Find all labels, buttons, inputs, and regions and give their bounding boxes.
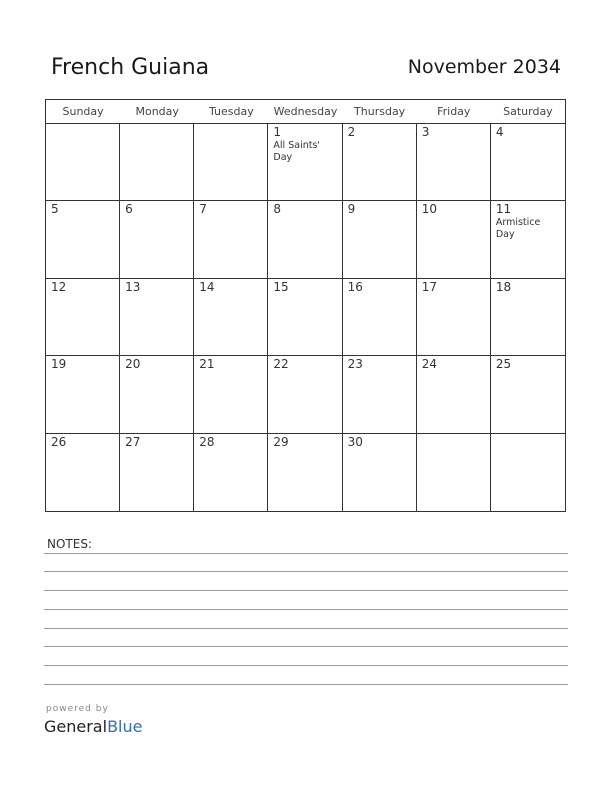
day-number: 9 xyxy=(347,202,356,217)
day-cells xyxy=(46,124,565,511)
month-year-label: November 2034 xyxy=(407,56,561,78)
day-number: 3 xyxy=(421,125,430,139)
day-cell xyxy=(268,279,342,356)
day-cell xyxy=(268,356,342,433)
day-number: 4 xyxy=(495,125,504,139)
day-number: 26 xyxy=(51,434,67,449)
calendar-grid xyxy=(45,99,566,512)
day-cell xyxy=(194,434,268,511)
day-number: 28 xyxy=(199,434,215,449)
day-number: 7 xyxy=(199,202,207,217)
note-line xyxy=(44,553,568,554)
day-number: 14 xyxy=(199,279,215,294)
note-line xyxy=(44,590,568,591)
day-number: 10 xyxy=(421,202,437,217)
day-number: 12 xyxy=(51,279,67,294)
day-number: 8 xyxy=(273,202,282,217)
weekday-header: Thursday xyxy=(354,105,406,118)
note-line xyxy=(44,665,568,666)
day-number: 2 xyxy=(347,125,356,139)
day-cell xyxy=(417,356,491,433)
day-cell xyxy=(343,434,417,511)
day-number: 23 xyxy=(347,357,363,372)
weekday-header: Tuesday xyxy=(208,105,254,118)
day-number: 24 xyxy=(421,357,437,372)
day-cell xyxy=(120,434,194,511)
note-line xyxy=(44,609,568,610)
day-cell xyxy=(417,434,491,511)
day-number: 15 xyxy=(273,279,289,294)
day-cell xyxy=(268,434,342,511)
day-cell xyxy=(120,124,194,201)
day-cell xyxy=(417,279,491,356)
day-cell xyxy=(268,124,342,201)
brand-logo xyxy=(44,717,142,736)
day-cell xyxy=(194,124,268,201)
weekday-header-row xyxy=(46,100,565,124)
day-cell xyxy=(194,279,268,356)
weekday-header: Saturday xyxy=(503,105,553,118)
day-number: 1 xyxy=(273,125,282,139)
day-cell xyxy=(268,201,342,278)
day-number: 17 xyxy=(421,279,437,294)
day-cell xyxy=(46,279,120,356)
holiday-label: All Saints' Day xyxy=(273,140,321,163)
brand-general-text: General xyxy=(44,717,108,736)
note-line xyxy=(44,684,568,685)
day-cell xyxy=(194,356,268,433)
weekday-header: Monday xyxy=(135,105,179,118)
day-number: 18 xyxy=(495,279,512,294)
day-cell xyxy=(120,356,194,433)
brand-blue-text: Blue xyxy=(107,717,143,736)
day-number: 19 xyxy=(51,357,67,372)
day-cell xyxy=(120,279,194,356)
day-number: 20 xyxy=(125,357,141,372)
day-number: 16 xyxy=(347,279,363,294)
day-cell xyxy=(46,124,120,201)
note-line xyxy=(44,571,568,572)
powered-by-label: powered by xyxy=(46,704,109,714)
weekday-header: Friday xyxy=(437,105,471,118)
day-cell xyxy=(343,279,417,356)
holiday-label: Armistice Day xyxy=(495,217,541,241)
day-cell xyxy=(491,434,565,511)
day-cell xyxy=(491,201,565,278)
page-title: French Guiana xyxy=(51,55,210,80)
day-cell xyxy=(491,124,565,201)
day-number: 5 xyxy=(51,202,59,217)
note-line xyxy=(44,628,568,629)
day-cell xyxy=(491,279,565,356)
day-number: 11 xyxy=(495,202,512,217)
notes-label: NOTES: xyxy=(47,537,92,551)
day-number: 29 xyxy=(273,434,289,449)
day-cell xyxy=(343,356,417,433)
day-number: 13 xyxy=(125,279,141,294)
day-cell xyxy=(491,356,565,433)
weekday-header: Wednesday xyxy=(273,105,338,118)
day-cell xyxy=(343,124,417,201)
day-number: 30 xyxy=(347,434,363,449)
weekday-header: Sunday xyxy=(62,105,104,118)
day-number: 22 xyxy=(273,357,289,372)
day-cell xyxy=(46,434,120,511)
day-cell xyxy=(120,201,194,278)
day-cell xyxy=(46,356,120,433)
day-cell xyxy=(46,201,120,278)
day-cell xyxy=(417,124,491,201)
day-number: 21 xyxy=(199,357,215,372)
note-line xyxy=(44,646,568,647)
day-number: 27 xyxy=(125,434,141,449)
day-cell xyxy=(194,201,268,278)
day-cell xyxy=(417,201,491,278)
day-cell xyxy=(343,201,417,278)
day-number: 6 xyxy=(125,202,133,217)
day-number: 25 xyxy=(495,357,512,372)
